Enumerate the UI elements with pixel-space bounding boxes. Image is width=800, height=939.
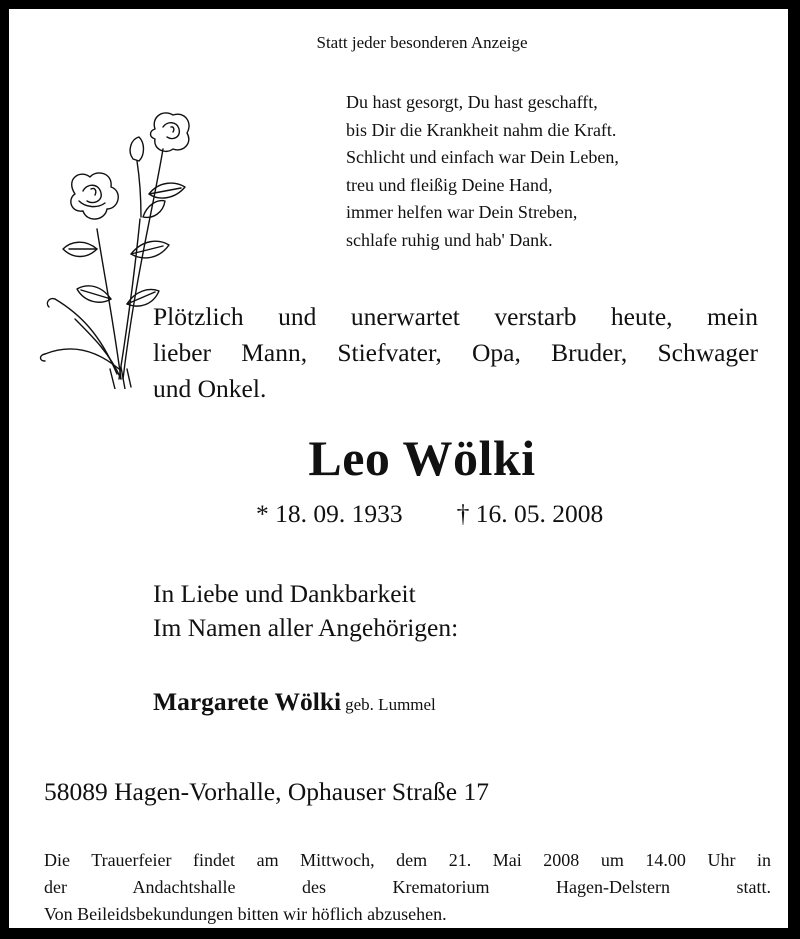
closing-line: In Liebe und Dankbarkeit xyxy=(153,579,416,608)
deceased-name: Leo Wölki xyxy=(308,430,536,486)
notice-line: der Andachtshalle des Krematorium Hagen-Delstern statt. xyxy=(44,877,771,897)
intro-line: lieber Mann, Stiefvater, Opa, Bruder, Schwager xyxy=(153,338,758,367)
signer xyxy=(153,687,436,717)
life-dates xyxy=(256,499,603,529)
intro-text xyxy=(153,299,758,407)
poem xyxy=(346,89,619,254)
address: 58089 Hagen-Vorhalle, Ophauser Straße 17 xyxy=(44,777,489,806)
closing-text xyxy=(153,577,458,645)
signer-maiden-name: geb. Lummel xyxy=(345,695,436,714)
intro-line: und Onkel. xyxy=(153,374,267,403)
poem-line: bis Dir die Krankheit nahm die Kraft. xyxy=(346,119,617,140)
funeral-notice xyxy=(44,847,771,928)
intro-line: Plötzlich und unerwartet verstarb heute, mein xyxy=(153,302,758,331)
death-date: † 16. 05. 2008 xyxy=(456,499,604,528)
poem-line: immer helfen war Dein Streben, xyxy=(346,202,578,222)
notice-line: Die Trauerfeier findet am Mittwoch, dem 21. Mai 2008 um 14.00 Uhr in xyxy=(44,850,771,870)
poem-line: treu und fleißig Deine Hand, xyxy=(346,174,553,195)
signer-name: Margarete Wölki xyxy=(153,687,342,716)
closing-line: Im Namen aller Angehörigen: xyxy=(153,613,459,642)
header-text: Statt jeder besonderen Anzeige xyxy=(316,33,528,52)
birth-date: * 18. 09. 1933 xyxy=(256,499,403,528)
poem-line: Du hast gesorgt, Du hast geschafft, xyxy=(346,92,598,112)
poem-line: schlafe ruhig und hab' Dank. xyxy=(346,229,553,250)
notice-line: Von Beileidsbekundungen bitten wir höflich abzusehen. xyxy=(44,904,447,924)
poem-line: Schlicht und einfach war Dein Leben, xyxy=(346,147,619,167)
